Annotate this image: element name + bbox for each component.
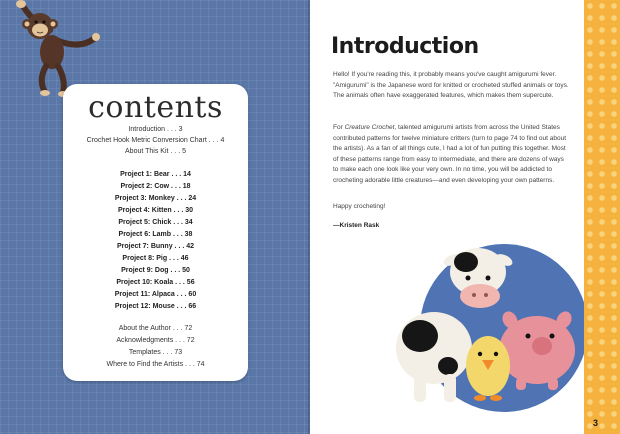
- page-number: 3: [593, 418, 599, 428]
- intro-paragraph-1-text: Hello! If you're reading this, it probably means you've caught amigurumi fever. "Amigurumi" is the Japanese word for knitted or crocheted stuffed animals or toys. The animals often have exaggerated features, which makes them supercute.: [333, 71, 569, 99]
- toc-project-7[interactable]: Project 7: Bunny . . . 42: [116, 243, 195, 250]
- introduction-heading: Introduction: [331, 34, 479, 59]
- toc-project-9[interactable]: Project 9: Dog . . . 50: [121, 267, 190, 274]
- intro-signature: —Kristen Rask: [333, 222, 380, 229]
- para2-rest: , talented amigurumi artists from across the United States contributed patterns for twelve miniature critters (turn to page 74 to find out about the artists). As a fan of all things cute, I had a lot of fun putting this together. Most of these patterns range from easy to intermediate, and there are dozens of ways to make each one look like your very own. In no time, you will be addicted to crocheting adorable little creatures—and even developing your own patterns.: [333, 124, 567, 184]
- contents-title: contents: [88, 90, 223, 125]
- toc-project-5[interactable]: Project 5: Chick . . . 34: [118, 219, 193, 226]
- intro-paragraph-1: [333, 70, 571, 102]
- polka-dot-strip: [584, 0, 620, 434]
- toc-project-3[interactable]: Project 3: Monkey . . . 24: [114, 195, 197, 202]
- toc-item-about-kit[interactable]: About This Kit . . . 5: [125, 148, 186, 155]
- toc-item-acknowledgments[interactable]: Acknowledgments . . . 72: [116, 337, 195, 344]
- toc-project-11[interactable]: Project 11: Alpaca . . . 60: [114, 291, 197, 298]
- toc-project-1[interactable]: Project 1: Bear . . . 14: [120, 171, 191, 178]
- toc-item-about-author[interactable]: About the Author . . . 72: [118, 325, 193, 332]
- toc-project-4[interactable]: Project 4: Kitten . . . 30: [117, 207, 194, 214]
- toc-project-6[interactable]: Project 6: Lamb . . . 38: [118, 231, 193, 238]
- toc-project-8[interactable]: Project 8: Pig . . . 46: [122, 255, 189, 262]
- amigurumi-toys-illustration: [392, 238, 584, 418]
- toc-item-artists[interactable]: Where to Find the Artists . . . 74: [106, 361, 205, 368]
- toc-project-10[interactable]: Project 10: Koala . . . 56: [116, 279, 195, 286]
- intro-paragraph-2-text: [333, 123, 571, 186]
- para2-prefix: For: [333, 124, 345, 131]
- toc-item-templates[interactable]: Templates . . . 73: [128, 349, 183, 356]
- toc-project-2[interactable]: Project 2: Cow . . . 18: [120, 183, 191, 190]
- intro-paragraph-2: [333, 123, 571, 186]
- intro-signoff: Happy crocheting!: [333, 203, 386, 210]
- toc-item-introduction[interactable]: Introduction . . . 3: [128, 126, 183, 133]
- contents-card: [63, 84, 248, 381]
- toc-item-conversion-chart[interactable]: Crochet Hook Metric Conversion Chart . . . 4: [86, 137, 225, 144]
- book-title-italic: Creature Crochet: [344, 124, 395, 131]
- toc-project-12[interactable]: Project 12: Mouse . . . 66: [114, 303, 197, 310]
